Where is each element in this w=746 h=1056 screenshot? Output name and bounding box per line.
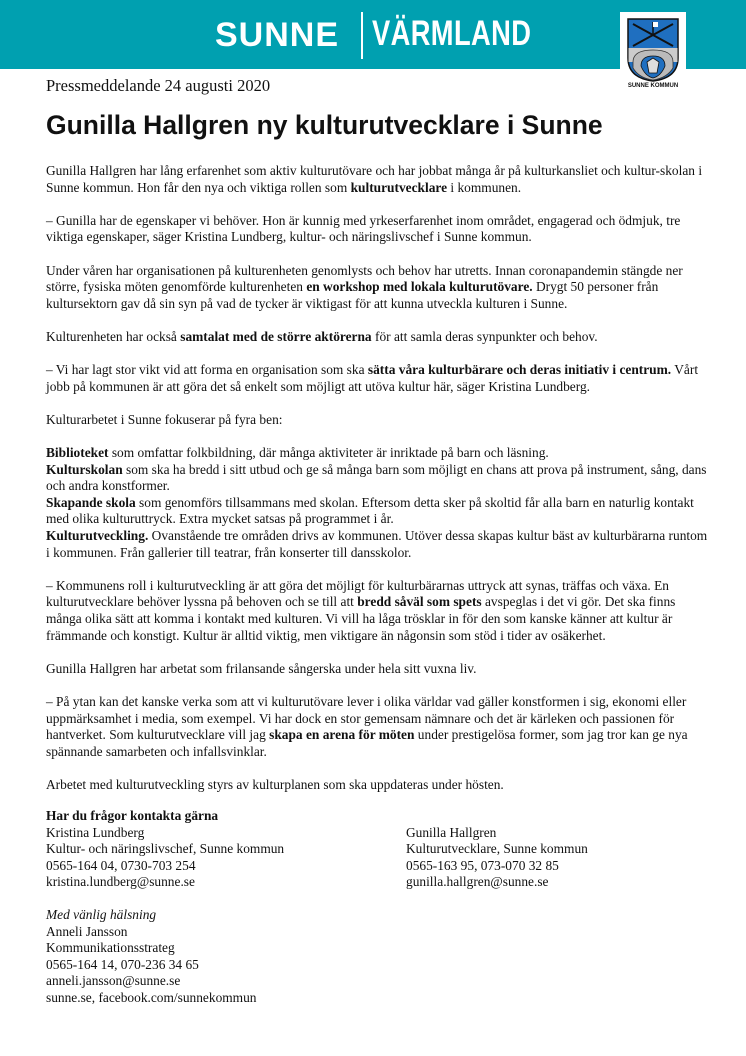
text-segment: Ovanstående tre områden drivs av kommunen. Utöver dessa skapas kultur bäst av kulturbärarna runtom i kommunen. Från gallerier till teatrar, från konserter till dansskolor. bbox=[46, 528, 708, 560]
text-segment: Kulturarbetet i Sunne fokuserar på fyra ben: bbox=[46, 411, 283, 427]
text-segment: – På ytan kan det kanske verka som att vi kulturutövare lever i olika världar vad gäller konstformen i sig, ekonomi eller uppmärksamhet i media, som exempel. Vi har dock en stor gemensam nämnare och det är kärleken och passionen för hantverket. Som kulturutvecklare vill jag bbox=[46, 694, 687, 743]
text-segment: som genomförs tillsammans med skolan. Eftersom detta sker på skoltid får alla barn en naturlig kontakt med olika kulturuttryck. Extra mycket satsas på programmet i år. bbox=[46, 494, 694, 527]
bold-text: en workshop med lokala kulturutövare. bbox=[306, 279, 533, 295]
signature-phone: 0565-164 14, 070-236 34 65 bbox=[46, 956, 199, 972]
paragraph bbox=[46, 163, 710, 196]
signature bbox=[46, 907, 256, 1007]
article-body bbox=[46, 163, 710, 810]
paragraph bbox=[46, 213, 710, 246]
bold-text: sätta våra kulturbärare och deras initiativ i centrum. bbox=[367, 362, 672, 378]
brand-varmland: VÄRMLAND bbox=[372, 14, 532, 53]
bold-text: Kulturutveckling. bbox=[46, 528, 149, 544]
paragraph bbox=[46, 412, 710, 429]
contact-phone: 0565-163 95, 073-070 32 85 bbox=[406, 857, 559, 873]
page-title: Gunilla Hallgren ny kulturutvecklare i Sunne bbox=[46, 110, 603, 140]
text-segment: Gunilla Hallgren har lång erfarenhet som aktiv kulturutövare och har jobbat många år på kulturkansliet och kultur-skolan i Sunne kommun. Hon får den nya och viktiga rollen som bbox=[46, 163, 703, 195]
contact-phone: 0565-164 04, 0730-703 254 bbox=[46, 857, 196, 873]
contact-email[interactable]: gunilla.hallgren@sunne.se bbox=[406, 874, 549, 890]
bold-text: Skapande skola bbox=[46, 494, 136, 510]
bold-text: Kulturskolan bbox=[46, 461, 123, 477]
paragraph bbox=[46, 661, 710, 678]
text-segment: Kulturenheten har också bbox=[46, 328, 181, 344]
bold-text: samtalat med de större aktörerna bbox=[180, 328, 372, 344]
paragraph bbox=[46, 777, 710, 794]
signature-name: Anneli Jansson bbox=[46, 923, 128, 939]
text-segment: under prestigelösa former, som jag tror kan ge nya spännande samarbeten och infallsvinklar. bbox=[46, 727, 688, 759]
brand-divider bbox=[361, 12, 363, 59]
contact-role: Kulturutvecklare, Sunne kommun bbox=[406, 841, 588, 857]
contact-name: Gunilla Hallgren bbox=[406, 824, 497, 840]
signature-web[interactable]: sunne.se, facebook.com/sunnekommun bbox=[46, 989, 257, 1005]
contact-heading: Har du frågor kontakta gärna bbox=[46, 808, 219, 823]
signature-email[interactable]: anneli.jansson@sunne.se bbox=[46, 973, 181, 989]
paragraph bbox=[46, 445, 710, 561]
text-segment: i kommunen. bbox=[447, 179, 522, 195]
text-segment: Under våren har organisationen på kulturenheten genomlysts och behov har utretts. Innan coronapandemin stängde ner större, fysiska möten genomförde kulturenheten bbox=[46, 262, 683, 295]
press-release-date: Pressmeddelande 24 augusti 2020 bbox=[46, 76, 271, 95]
paragraph bbox=[46, 263, 710, 313]
bold-text: skapa en arena för möten bbox=[269, 727, 415, 743]
paragraph bbox=[46, 578, 710, 644]
contact-role: Kultur- och näringslivschef, Sunne kommun bbox=[46, 841, 285, 857]
text-segment: avspeglas i det vi gör. Det ska finns många olika sätt att komma i kontakt med kulturen. Vi vill ha låga trösklar in för den som kanske känner att kultur är främmande och konstigt. Kultur är alltid viktig, men viktigare än någonsin som stöd i tider av osäkerhet. bbox=[46, 594, 676, 643]
text-segment: – Kommunens roll i kulturutveckling är att göra det möjligt för kulturbärarnas uttryck att synas, träffas och växa. En kulturutvecklare behöver lyssna på behoven och se till att bbox=[46, 577, 669, 610]
text-segment: som omfattar folkbildning, där många aktiviteter är inriktade på barn och läsning. bbox=[108, 445, 549, 461]
coat-of-arms-logo bbox=[620, 12, 686, 96]
text-segment: Vårt jobb på kommunen är att göra det så enkelt som möjligt att utöva kultur här, säger Kristina Lundberg. bbox=[46, 362, 699, 394]
text-segment: – Gunilla har de egenskaper vi behöver. Hon är kunnig med yrkeserfarenhet inom området, engagerad och ödmjuk, tre viktiga egenskaper, säger Kristina Lundberg, kultur- och näringslivschef i Sunne kommun. bbox=[46, 212, 681, 245]
text-segment: Gunilla Hallgren har arbetat som frilansande sångerska under hela sitt vuxna liv. bbox=[46, 660, 477, 676]
contact-person bbox=[46, 825, 284, 891]
signature-greeting: Med vänlig hälsning bbox=[46, 907, 157, 922]
crest-caption: SUNNE KOMMUN bbox=[627, 83, 679, 89]
contact-name: Kristina Lundberg bbox=[46, 824, 145, 840]
bold-text: kulturutvecklare bbox=[350, 179, 448, 195]
text-segment: Arbetet med kulturutveckling styrs av kulturplanen som ska uppdateras under hösten. bbox=[46, 776, 504, 792]
paragraph bbox=[46, 694, 710, 760]
crest-icon bbox=[627, 18, 679, 82]
text-segment: som ska ha bredd i sitt utbud och ge så många barn som möjligt en chans att prova på instrument, sång, dans och andra konstformer. bbox=[46, 461, 707, 494]
text-segment: för att samla deras synpunkter och behov. bbox=[371, 328, 598, 344]
contact-email[interactable]: kristina.lundberg@sunne.se bbox=[46, 874, 195, 890]
text-segment: – Vi har lagt stor vikt vid att forma en organisation som ska bbox=[46, 362, 368, 378]
paragraph bbox=[46, 362, 710, 395]
paragraph bbox=[46, 329, 710, 346]
brand-sunne: SUNNE bbox=[215, 16, 340, 54]
bold-text: Biblioteket bbox=[46, 445, 109, 461]
bold-text: bredd såväl som spets bbox=[357, 594, 482, 610]
contact-section bbox=[46, 808, 710, 890]
text-segment: Drygt 50 personer från kultursektorn gav då sin syn på vad de tycker är viktigast för att kunna utveckla kulturen i Sunne. bbox=[46, 279, 659, 311]
contact-person bbox=[406, 825, 588, 891]
signature-role: Kommunikationsstrateg bbox=[46, 940, 175, 956]
